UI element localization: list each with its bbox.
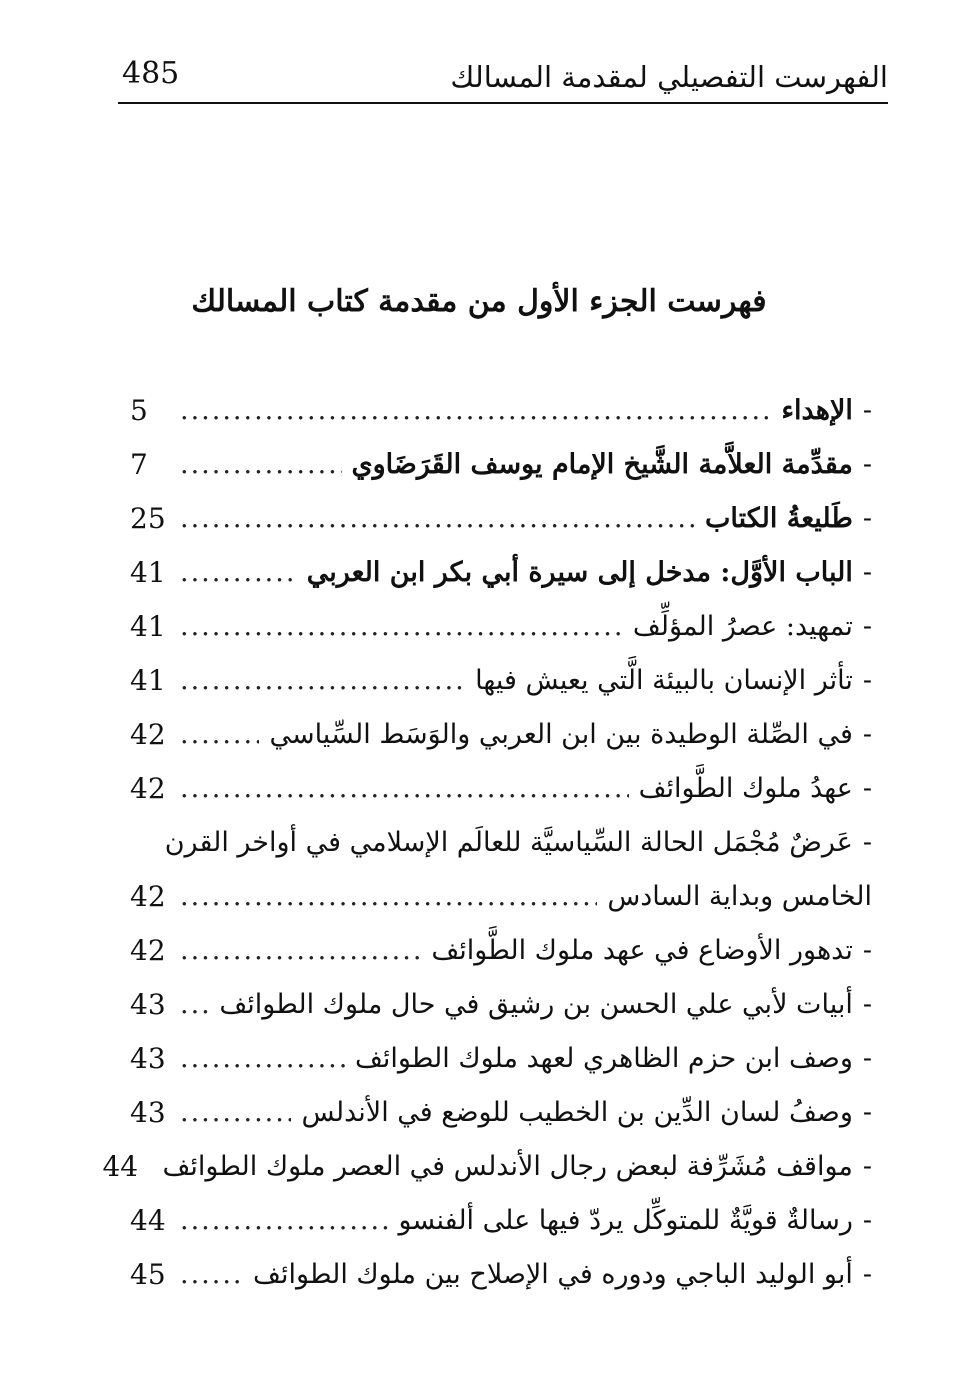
entry-title: عَرضٌ مُجْمَل الحالة السِّياسيَّة للعالَم الإسلامي في أواخر القرن	[164, 827, 853, 858]
entry-dash: -	[862, 773, 872, 804]
entry-page-number: 25	[130, 502, 166, 535]
entry-title: عهدُ ملوك الطَّوائف	[638, 773, 853, 804]
toc-entry	[130, 438, 872, 492]
dot-leader	[180, 394, 771, 428]
entry-page-number: 7	[130, 448, 148, 481]
toc-entry	[130, 546, 872, 600]
dot-leader	[180, 448, 342, 482]
entry-page-number: 42	[130, 772, 166, 805]
entry-dash: -	[862, 1097, 872, 1128]
dot-leader	[180, 934, 421, 968]
entry-title: طَليعةُ الكتاب	[704, 503, 853, 534]
entry-dash: -	[862, 665, 872, 696]
toc-entry	[130, 384, 872, 438]
entry-page-number: 42	[130, 934, 166, 967]
entry-page-number: 41	[130, 664, 166, 697]
dot-leader	[180, 718, 259, 752]
dot-leader	[180, 664, 465, 698]
entry-page-number: 41	[130, 556, 166, 589]
entry-title: أبيات لأبي علي الحسن بن رشيق في حال ملوك الطوائف	[219, 989, 853, 1020]
toc-entry	[130, 762, 872, 816]
toc-title: فهرست الجزء الأول من مقدمة كتاب المسالك	[191, 284, 767, 319]
entry-dash: -	[862, 935, 872, 966]
entry-page-number: 43	[130, 1096, 166, 1129]
entry-dash: -	[862, 1205, 872, 1236]
entry-dash: -	[862, 611, 872, 642]
dot-leader	[180, 772, 629, 806]
dot-leader	[180, 556, 297, 590]
dot-leader	[180, 1204, 388, 1238]
entry-title: الباب الأوَّل: مدخل إلى سيرة أبي بكر ابن العربي	[306, 557, 853, 588]
toc-entry	[130, 1248, 872, 1302]
entry-page-number: 43	[130, 988, 166, 1021]
entry-page-number: 5	[130, 394, 148, 427]
page-number: 485	[122, 56, 180, 91]
entry-dash: -	[862, 557, 872, 588]
dot-leader	[180, 1042, 345, 1076]
entry-title: وصفُ لسان الدِّين بن الخطيب للوضع في الأندلس	[301, 1097, 853, 1128]
entry-dash: -	[862, 719, 872, 750]
entry-page-number: 44	[102, 1150, 139, 1183]
entry-page-number: 42	[130, 718, 166, 751]
toc-entry	[130, 492, 872, 546]
toc-entry	[130, 870, 872, 924]
dot-leader	[180, 502, 695, 536]
toc-entry	[130, 600, 872, 654]
entry-dash: -	[862, 1043, 872, 1074]
entry-dash: -	[862, 1259, 872, 1290]
entry-page-number: 42	[130, 880, 166, 913]
dot-leader	[180, 610, 623, 644]
entry-title: مواقف مُشَرِّفة لبعض رجال الأندلس في العصر ملوك الطوائف	[162, 1151, 853, 1182]
toc-entry	[130, 924, 872, 978]
entry-page-number: 41	[130, 610, 166, 643]
entry-title: تأثر الإنسان بالبيئة الَّتي يعيش فيها	[475, 665, 853, 696]
entry-dash: -	[862, 503, 872, 534]
entry-page-number: 45	[130, 1258, 166, 1291]
table-of-contents	[102, 384, 872, 1302]
toc-entry	[130, 1086, 872, 1140]
dot-leader	[180, 1258, 243, 1292]
dot-leader	[180, 880, 597, 914]
entry-dash: -	[862, 449, 872, 480]
entry-page-number: 43	[130, 1042, 166, 1075]
toc-entry	[130, 1194, 872, 1248]
entry-title: رسالةٌ قويَّةٌ للمتوكِّل يردّ فيها على ألفنسو	[398, 1205, 853, 1236]
entry-dash: -	[862, 827, 872, 858]
entry-title: الخامس وبداية السادس	[607, 881, 872, 912]
toc-entry	[130, 1032, 872, 1086]
running-title: الفهرست التفصيلي لمقدمة المسالك	[450, 60, 888, 94]
toc-entry	[102, 1140, 872, 1194]
toc-entry	[130, 708, 872, 762]
entry-title: مقدِّمة العلاَّمة الشَّيخ الإمام يوسف القَرَضَاوي	[351, 449, 853, 480]
entry-dash: -	[862, 395, 872, 426]
dot-leader	[180, 1096, 291, 1130]
entry-title: تمهيد: عصرُ المؤلِّف	[632, 611, 853, 642]
toc-entry	[130, 654, 872, 708]
toc-entry	[130, 816, 872, 870]
entry-title: تدهور الأوضاع في عهد ملوك الطَّوائف	[431, 935, 853, 966]
entry-title: أبو الوليد الباجي ودوره في الإصلاح بين ملوك الطوائف	[253, 1259, 853, 1290]
entry-dash: -	[862, 989, 872, 1020]
entry-title: الإهداء	[781, 395, 853, 426]
page-header	[118, 50, 888, 104]
entry-page-number: 44	[130, 1204, 166, 1237]
entry-dash: -	[862, 1151, 872, 1182]
toc-entry	[130, 978, 872, 1032]
entry-title: وصف ابن حزم الظاهري لعهد ملوك الطوائف	[354, 1043, 853, 1074]
dot-leader	[180, 988, 209, 1022]
entry-title: في الصِّلة الوطيدة بين ابن العربي والوَسَط السِّياسي	[269, 719, 853, 750]
